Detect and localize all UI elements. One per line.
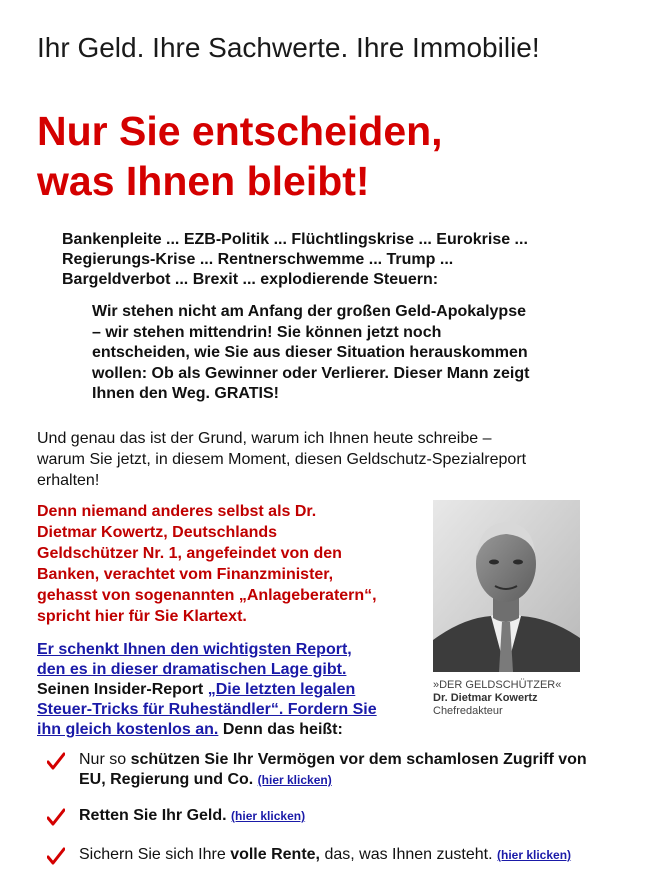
- caption-role: Chefredakteur: [433, 705, 503, 717]
- hier-klicken-link-2[interactable]: (hier klicken): [231, 809, 306, 823]
- red-line-4: Banken, verachtet vom Finanzminister,: [37, 566, 334, 583]
- checklist-item-2: [37, 806, 597, 828]
- portrait-photo: [433, 500, 580, 672]
- checklist-3-pre: Sichern Sie sich Ihre: [79, 846, 231, 863]
- checklist-text-1: [79, 750, 609, 790]
- topics-line-3: Bargeldverbot ... Brexit ... explodierende Steuern:: [62, 271, 439, 288]
- checklist-text-3: [79, 845, 609, 865]
- checklist-2-bold: Retten Sie Ihr Geld.: [79, 807, 227, 824]
- tax-tricks-link-line-2[interactable]: Steuer-Tricks für Ruheständler“. Fordern Sie: [37, 701, 377, 718]
- topics-list: [62, 230, 622, 290]
- hier-klicken-link-3[interactable]: (hier klicken): [497, 848, 572, 862]
- checklist-text-2: [79, 806, 609, 826]
- red-line-6: spricht hier für Sie Klartext.: [37, 608, 247, 625]
- quote-line-3: entscheiden, wie Sie aus dieser Situation herauskommen: [92, 344, 528, 361]
- portrait-illustration: [433, 500, 580, 672]
- checklist-1-pre: Nur so: [79, 751, 131, 768]
- intro-line-1: Und genau das ist der Grund, warum ich Ihnen heute schreibe –: [37, 430, 492, 447]
- quote-block: [92, 302, 592, 405]
- checklist-item-1: [37, 750, 597, 792]
- tax-tricks-link-line-3[interactable]: ihn gleich kostenlos an.: [37, 721, 219, 738]
- intro-paragraph: [37, 428, 597, 491]
- quote-line-5: Ihnen den Weg. GRATIS!: [92, 385, 279, 402]
- intro-line-3: erhalten!: [37, 472, 100, 489]
- quote-line-4: wollen: Ob als Gewinner oder Verlierer. Dieser Mann zeigt: [92, 364, 530, 382]
- red-line-2: Dietmar Kowertz, Deutschlands: [37, 524, 278, 541]
- red-line-3: Geldschützer Nr. 1, angefeindet von den: [37, 545, 342, 562]
- caption-name: Dr. Dietmar Kowertz: [433, 692, 538, 704]
- checkmark-icon: [47, 847, 65, 865]
- checklist-item-3: [37, 845, 597, 887]
- red-line-1: Denn niemand anderes selbst als Dr.: [37, 503, 317, 520]
- red-line-5: gehasst von sogenannten „Anlageberatern“,: [37, 587, 377, 604]
- offer-text-1: Seinen Insider-Report: [37, 681, 208, 698]
- red-paragraph: [37, 501, 407, 627]
- intro-line-2: warum Sie jetzt, in diesem Moment, diesen Geldschutz-Spezialreport: [37, 451, 527, 468]
- report-link-line-2[interactable]: den es in dieser dramatischen Lage gibt.: [37, 661, 347, 678]
- quote-line-2: – wir stehen mittendrin! Sie können jetzt noch: [92, 323, 442, 341]
- checklist-3-bold: volle Rente,: [230, 846, 320, 863]
- checklist-1-bold: schützen Sie Ihr Vermögen vor dem schamlosen Zugriff von EU, Regierung und Co.: [79, 751, 587, 788]
- checkmark-icon: [47, 752, 65, 770]
- checklist-3-post: das, was Ihnen zusteht.: [320, 846, 497, 863]
- offer-paragraph: [37, 640, 417, 740]
- main-headline-line-1: Nur Sie entscheiden,: [37, 108, 443, 154]
- quote-line-1: Wir stehen nicht am Anfang der großen Geld-Apokalypse: [92, 303, 526, 320]
- topics-line-2: Regierungs-Krise ... Rentnerschwemme ... Trump ...: [62, 251, 454, 268]
- photo-caption: [433, 679, 561, 718]
- main-headline-line-2: was Ihnen bleibt!: [37, 158, 370, 204]
- report-link-line-1[interactable]: Er schenkt Ihnen den wichtigsten Report,: [37, 641, 352, 658]
- topics-line-1: Bankenpleite ... EZB-Politik ... Flüchtlingskrise ... Eurokrise ...: [62, 231, 528, 248]
- caption-label: »DER GELDSCHÜTZER«: [433, 679, 562, 691]
- main-headline: [37, 106, 443, 206]
- hier-klicken-link-1[interactable]: (hier klicken): [257, 773, 332, 787]
- top-headline: Ihr Geld. Ihre Sachwerte. Ihre Immobilie!: [37, 32, 540, 63]
- report-link[interactable]: [37, 641, 352, 678]
- tax-tricks-link-line-1[interactable]: „Die letzten legalen: [207, 681, 356, 698]
- checkmark-icon: [47, 808, 65, 826]
- offer-text-2: Denn das heißt:: [218, 721, 343, 738]
